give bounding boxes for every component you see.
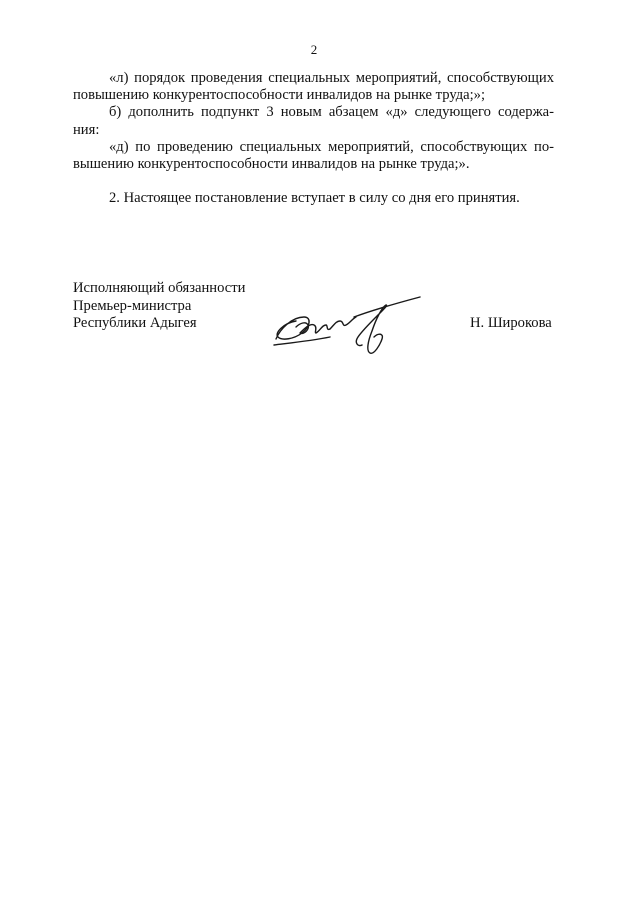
paragraph-line: ния:: [73, 121, 100, 138]
paragraph-line: б) дополнить подпункт 3 новым абзацем «д» следующего содержа-: [109, 104, 554, 121]
paragraph-d-item: [73, 139, 554, 173]
paragraph-b-item: [73, 104, 554, 138]
signatory-title-line: Республики Адыгея: [73, 315, 197, 331]
paragraph-line: 2. Настоящее постановление вступает в силу со дня его принятия.: [109, 190, 520, 207]
signatory-title: [73, 280, 245, 333]
paragraph-line: повышению конкурентоспособности инвалидов на рынке труда;»;: [73, 87, 486, 104]
document-body: [73, 70, 554, 207]
paragraph-l-item: [73, 70, 554, 104]
signatory-title-line: Исполняющий обязанности: [73, 280, 246, 296]
paragraph-effective-date: [73, 190, 554, 207]
page-number: 2: [310, 42, 318, 57]
paragraph-line: «л) порядок проведения специальных мероприятий, способствующих: [109, 70, 554, 86]
signatory-name: Н. Широкова: [470, 315, 552, 331]
signatory-title-line: Премьер-министра: [73, 297, 192, 314]
handwritten-signature: [270, 293, 430, 361]
paragraph-line: «д) по проведению специальных мероприятий, способствующих по-: [109, 138, 554, 155]
paragraph-spacer: [73, 173, 554, 190]
paragraph-line: вышению конкурентоспособности инвалидов на рынке труда;».: [73, 156, 470, 173]
